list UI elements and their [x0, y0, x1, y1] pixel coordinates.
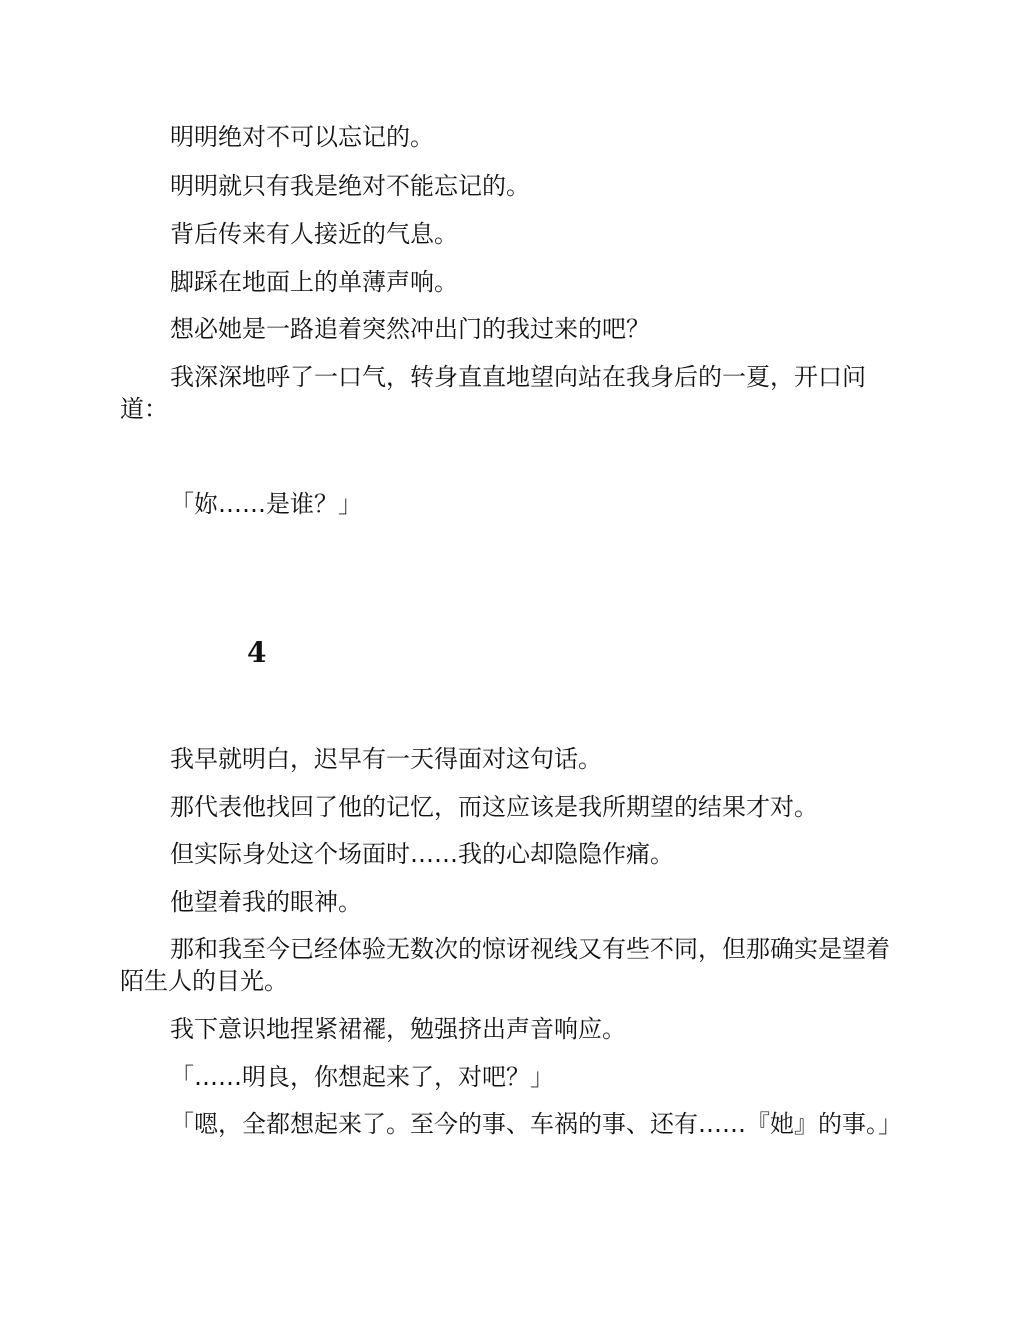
dialogue-line: [120, 488, 910, 520]
dialogue-line: [120, 1108, 910, 1140]
paragraph-text: 那和我至今已经体验无数次的惊讶视线又有些不同，但那确实是望着陌生人的目光。: [120, 935, 890, 995]
paragraph: [120, 1013, 910, 1045]
dialogue-line: [120, 1061, 910, 1093]
paragraph: [120, 313, 910, 345]
paragraph: [120, 361, 910, 425]
paragraph: [120, 170, 910, 202]
paragraph: [120, 266, 910, 298]
paragraph: [120, 121, 910, 153]
paragraph: [120, 933, 910, 997]
paragraph-text: 脚踩在地面上的单薄声响。: [170, 268, 458, 296]
paragraph-text: 想必她是一路追着突然冲出门的我过来的吧？: [170, 315, 650, 343]
paragraph: [120, 838, 910, 870]
paragraph-text: 背后传来有人接近的气息。: [170, 220, 458, 248]
paragraph-text: 但实际身处这个场面时……我的心却隐隐作痛。: [170, 840, 674, 868]
dialogue-text: 「……明良，你想起来了，对吧？」: [170, 1063, 554, 1091]
dialogue-text: 「妳……是谁？」: [170, 490, 362, 518]
paragraph-text: 他望着我的眼神。: [170, 888, 362, 916]
paragraph-text: 我下意识地捏紧裙襬，勉强挤出声音响应。: [170, 1015, 626, 1043]
paragraph: [120, 886, 910, 918]
paragraph: [120, 791, 910, 823]
paragraph-text: 明明就只有我是绝对不能忘记的。: [170, 172, 530, 200]
paragraph: [120, 218, 910, 250]
paragraph-text: 我早就明白，迟早有一天得面对这句话。: [170, 745, 602, 773]
paragraph-text: 那代表他找回了他的记忆，而这应该是我所期望的结果才对。: [170, 793, 818, 821]
paragraph-text: 我深深地呼了一口气，转身直直地望向站在我身后的一夏，开口问道：: [120, 363, 866, 423]
paragraph-text: 明明绝对不可以忘记的。: [170, 123, 434, 151]
dialogue-text: 「嗯，全都想起来了。至今的事、车祸的事、还有……『她』的事。」: [170, 1110, 902, 1138]
paragraph: [120, 743, 910, 775]
chapter-number: 4: [247, 636, 267, 669]
